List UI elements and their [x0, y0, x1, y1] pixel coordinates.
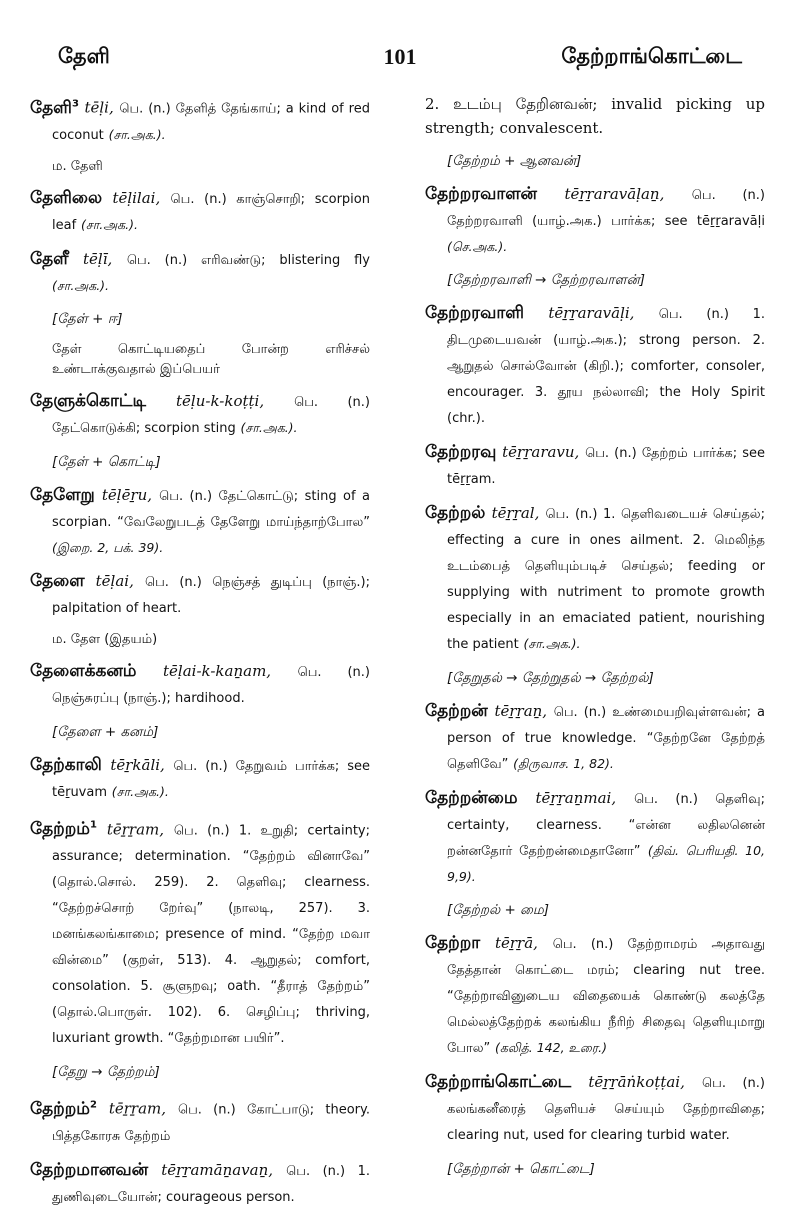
definition: பெ. (n.) 1. திடமுடையவன் (யாழ்.அக.); strong person. 2. ஆறுதல் சொல்வோன் (கிறி.); comforter, consoler, encourager. 3. தூய நல்லாவி; the Holy Spirit (chr.). — [447, 307, 765, 426]
transliteration: tēṟṟaṉ, — [494, 702, 548, 720]
source-citation: (கலித். 142, உரை.) — [495, 1040, 607, 1055]
headword: தேளைக்கனம் — [30, 660, 137, 681]
transliteration: tēḷai-k-kaṉam, — [163, 661, 272, 680]
headword: தேற்றா — [425, 933, 481, 953]
source-citation: (சா.அக.). — [108, 126, 166, 142]
headword: தேளை — [30, 570, 85, 591]
transliteration: tēḷī, — [83, 249, 113, 268]
transliteration: tēṟṟal, — [491, 504, 540, 522]
source-citation: (சா.அக.). — [240, 419, 298, 435]
etymology: [தேள் + ஈ] — [52, 310, 123, 327]
headword: தேளேறு — [30, 484, 95, 505]
source-citation: (திருவாச. 1, 82). — [513, 756, 614, 771]
homonym-number: 3 — [71, 98, 79, 109]
dictionary-entry — [30, 814, 370, 1052]
dictionary-entry — [30, 1093, 370, 1149]
homonym-number: 2 — [89, 1099, 97, 1111]
dictionary-entry — [30, 247, 370, 298]
dictionary-entry — [425, 699, 765, 777]
transliteration: tēṟṟā, — [494, 934, 538, 952]
source-citation: (செ.அக.). — [447, 239, 508, 254]
transliteration: tēḷi, — [84, 98, 114, 117]
definition: பெ. (n.) நெஞ்சத் துடிப்பு (நாஞ்.); palpitation of heart. — [52, 574, 370, 616]
headword: தேற்காலி — [30, 754, 102, 775]
definition: பெ. (n.) கோட்பாடு; theory. பித்தகோரசு தேற்றம் — [52, 1102, 370, 1144]
definition: பெ. (n.) கலங்கனீரைத் தெளியச் செய்யும் தேற்றாவிதை; clearing nut, used for clearing turbid water. — [447, 1076, 765, 1143]
entry-note: ம. தேளி — [52, 158, 103, 174]
header-right-guideword: தேற்றாங்கொட்டை — [561, 44, 742, 68]
transliteration: tēṟṟamāṉavaṉ, — [161, 1160, 274, 1179]
entry-note: தேள் கொட்டியதைப் போன்ற எரிச்சல் உண்டாக்குவதால் இப்பெயர் — [52, 341, 370, 377]
right-column — [425, 92, 765, 1190]
dictionary-entry — [30, 1158, 370, 1210]
headword: தேற்றன்மை — [425, 788, 518, 808]
headword: தேற்றமானவன் — [30, 1159, 149, 1180]
definition: பெ. (n.) தேட்கொடுக்கி; scorpion sting — [52, 394, 370, 436]
dictionary-entry — [30, 389, 370, 441]
definition: பெ. (n.) தேற்றாமரம் அதாவது தேத்தான் கொட்டை மரம்; clearing nut tree. “தேற்றாவினுடைய விதையைக் கொண்டு கலத்தே மெல்லத்தேற்றக் கலங்கிய நீரிற் சிதைவு தெளியுமாறு போல” — [447, 937, 765, 1056]
etymology: [தேள் + கொட்டி] — [52, 453, 161, 470]
definition: பெ. (n.) 1. துணிவுடையோன்; courageous person. — [52, 1163, 370, 1205]
definition: பெ. (n.) தேறுவம் பார்க்க; see tēṟuvam — [52, 758, 370, 800]
dictionary-entry — [30, 483, 370, 560]
etymology: [தேளை + கனம்] — [52, 723, 159, 740]
definition: பெ. (n.) நெஞ்சுரப்பு (நாஞ்.); hardihood. — [52, 664, 370, 706]
headword: தேற்றரவாளன் — [425, 184, 538, 204]
source-citation: (சா.அக.). — [111, 783, 169, 799]
headword: தேளுக்கொட்டி — [30, 390, 146, 411]
definition: பெ. (n.) எரிவண்டு; blistering fly — [126, 252, 370, 268]
definition: பெ. (n.) 1. உறுதி; certainty; assurance; determination. “தேற்றம் வினாவே” (தொல்.சொல். 259). 2. தெளிவு; clearness. “தேற்றச்சொற் றேர்வு” (நாலடி, 257). 3. மனங்கலங்காமை; presence of mind. “தேற்ற மவா வின்மை” (குறள், 513). 4. ஆறுதல்; comfort, consolation. 5. சூளுறவு; oath. “தீராத் தேற்றம்” (தொல்.பொருள். 102). 6. செழிப்பு; thriving, luxuriant growth. “தேற்றமான பயிர்”. — [52, 823, 370, 1047]
headword: தேற்றன் — [425, 701, 488, 721]
dictionary-entry — [425, 301, 765, 431]
headword: தேற்றாங்கொட்டை — [425, 1072, 572, 1092]
dictionary-entry — [425, 440, 765, 492]
transliteration: tēḷilai, — [112, 188, 161, 207]
definition: பெ. (n.) 1. தெளிவடையச் செய்தல்; effecting a cure in ones ailment. 2. மெலிந்த உடம்பைத் தெளியும்படிச் செய்தல்; feeding or supplying with nutriment to promote growth especially in an emaciated patient, nourishing the patient — [447, 507, 765, 652]
page-header — [58, 44, 742, 78]
headword: தேளி$^3$ — [30, 97, 79, 118]
dictionary-entry — [425, 1070, 765, 1148]
etymology: [தேற்றம் + ஆனவன்] — [447, 153, 582, 169]
transliteration: tēḷēṟu, — [101, 485, 153, 504]
etymology: [தேற்றரவாளி → தேற்றரவாளன்] — [447, 272, 646, 288]
headword: தேற்றம்$^2$ — [30, 1098, 97, 1119]
definition: பெ. (n.) தேற்றரவாளி (யாழ்.அக.) பார்க்க; see tēṟṟaravāḷi — [447, 188, 765, 229]
entry-note: ம. தேள (இதயம்) — [52, 631, 158, 647]
headword: தேளிலை — [30, 187, 103, 208]
dictionary-entry — [30, 569, 370, 621]
etymology: [தேறு → தேற்றம்] — [52, 1064, 160, 1081]
transliteration: tēḷai, — [95, 571, 134, 590]
transliteration: tēṟṟam, — [108, 1099, 167, 1118]
dictionary-entry — [425, 786, 765, 889]
headword: தேற்றல் — [425, 503, 486, 523]
source-citation: (சா.அக.). — [80, 216, 138, 232]
transliteration: tēḷu-k-koṭṭi, — [176, 391, 265, 410]
transliteration: tēṟṟāṅkoṭṭai, — [588, 1073, 685, 1091]
transliteration: tēṟṟam, — [106, 820, 165, 839]
left-column — [30, 92, 370, 1219]
dictionary-entry — [425, 182, 765, 259]
transliteration: tēṟṟaravu, — [502, 443, 580, 461]
source-citation: (திவ். பெரியதி. 10, 9,9). — [447, 843, 765, 884]
headword: தேளீ — [30, 248, 69, 269]
transliteration: tēṟṟaravāḷaṉ, — [564, 185, 665, 203]
definition: பெ. (n.) காஞ்சொறி; scorpion leaf — [52, 191, 370, 233]
etymology: [தேற்றான் + கொட்டை] — [447, 1161, 595, 1177]
headword: தேற்றரவு — [425, 442, 497, 462]
headword: தேற்றரவாளி — [425, 303, 525, 323]
entry-continuation: 2. உடம்பு தேறினவன்; invalid picking up strength; convalescent. — [425, 95, 765, 137]
transliteration: tēṟkāli, — [110, 755, 165, 774]
dictionary-entry — [425, 931, 765, 1061]
header-left-guideword: தேளி — [58, 44, 110, 68]
definition: பெ. (n.) தேற்றம் பார்க்க; see tēṟṟam. — [447, 446, 765, 487]
dictionary-entry — [30, 659, 370, 711]
source-citation: (இறை. 2, பக். 39). — [52, 539, 164, 555]
headword: தேற்றம்$^1$ — [30, 819, 97, 840]
source-citation: (சா.அக.). — [52, 277, 110, 293]
homonym-number: 1 — [89, 819, 97, 831]
definition: பெ. (n.) தெளிவு; certainty, clearness. “என்ன லதிலனென் றன்னதோர் தேற்றன்மைதானோ” — [447, 792, 765, 859]
dictionary-entry — [425, 501, 765, 657]
definition: பெ. (n.) உண்மையறிவுள்ளவன்; a person of true knowledge. “தேற்றனே தேற்றத் தெளிவே” — [447, 705, 765, 772]
dictionary-entry — [30, 92, 370, 148]
definition: பெ. (n.) தேட்கொட்டு; sting of a scorpian. “வேலேறுபடத் தேளேறு மாய்ந்தாற்போல” — [52, 488, 370, 530]
transliteration: tēṟṟaṉmai, — [535, 789, 617, 807]
dictionary-entry — [30, 753, 370, 805]
etymology: [தேற்றல் + மை] — [447, 902, 550, 918]
dictionary-entry — [30, 186, 370, 238]
source-citation: (சா.அக.). — [523, 636, 581, 651]
etymology: [தேறுதல் → தேற்றுதல் → தேற்றல்] — [447, 670, 654, 686]
transliteration: tēṟṟaravāḷi, — [548, 304, 635, 322]
definition: பெ. (n.) தேளித் தேங்காய்; a kind of red coconut — [52, 101, 370, 143]
page-number: 101 — [383, 44, 417, 69]
